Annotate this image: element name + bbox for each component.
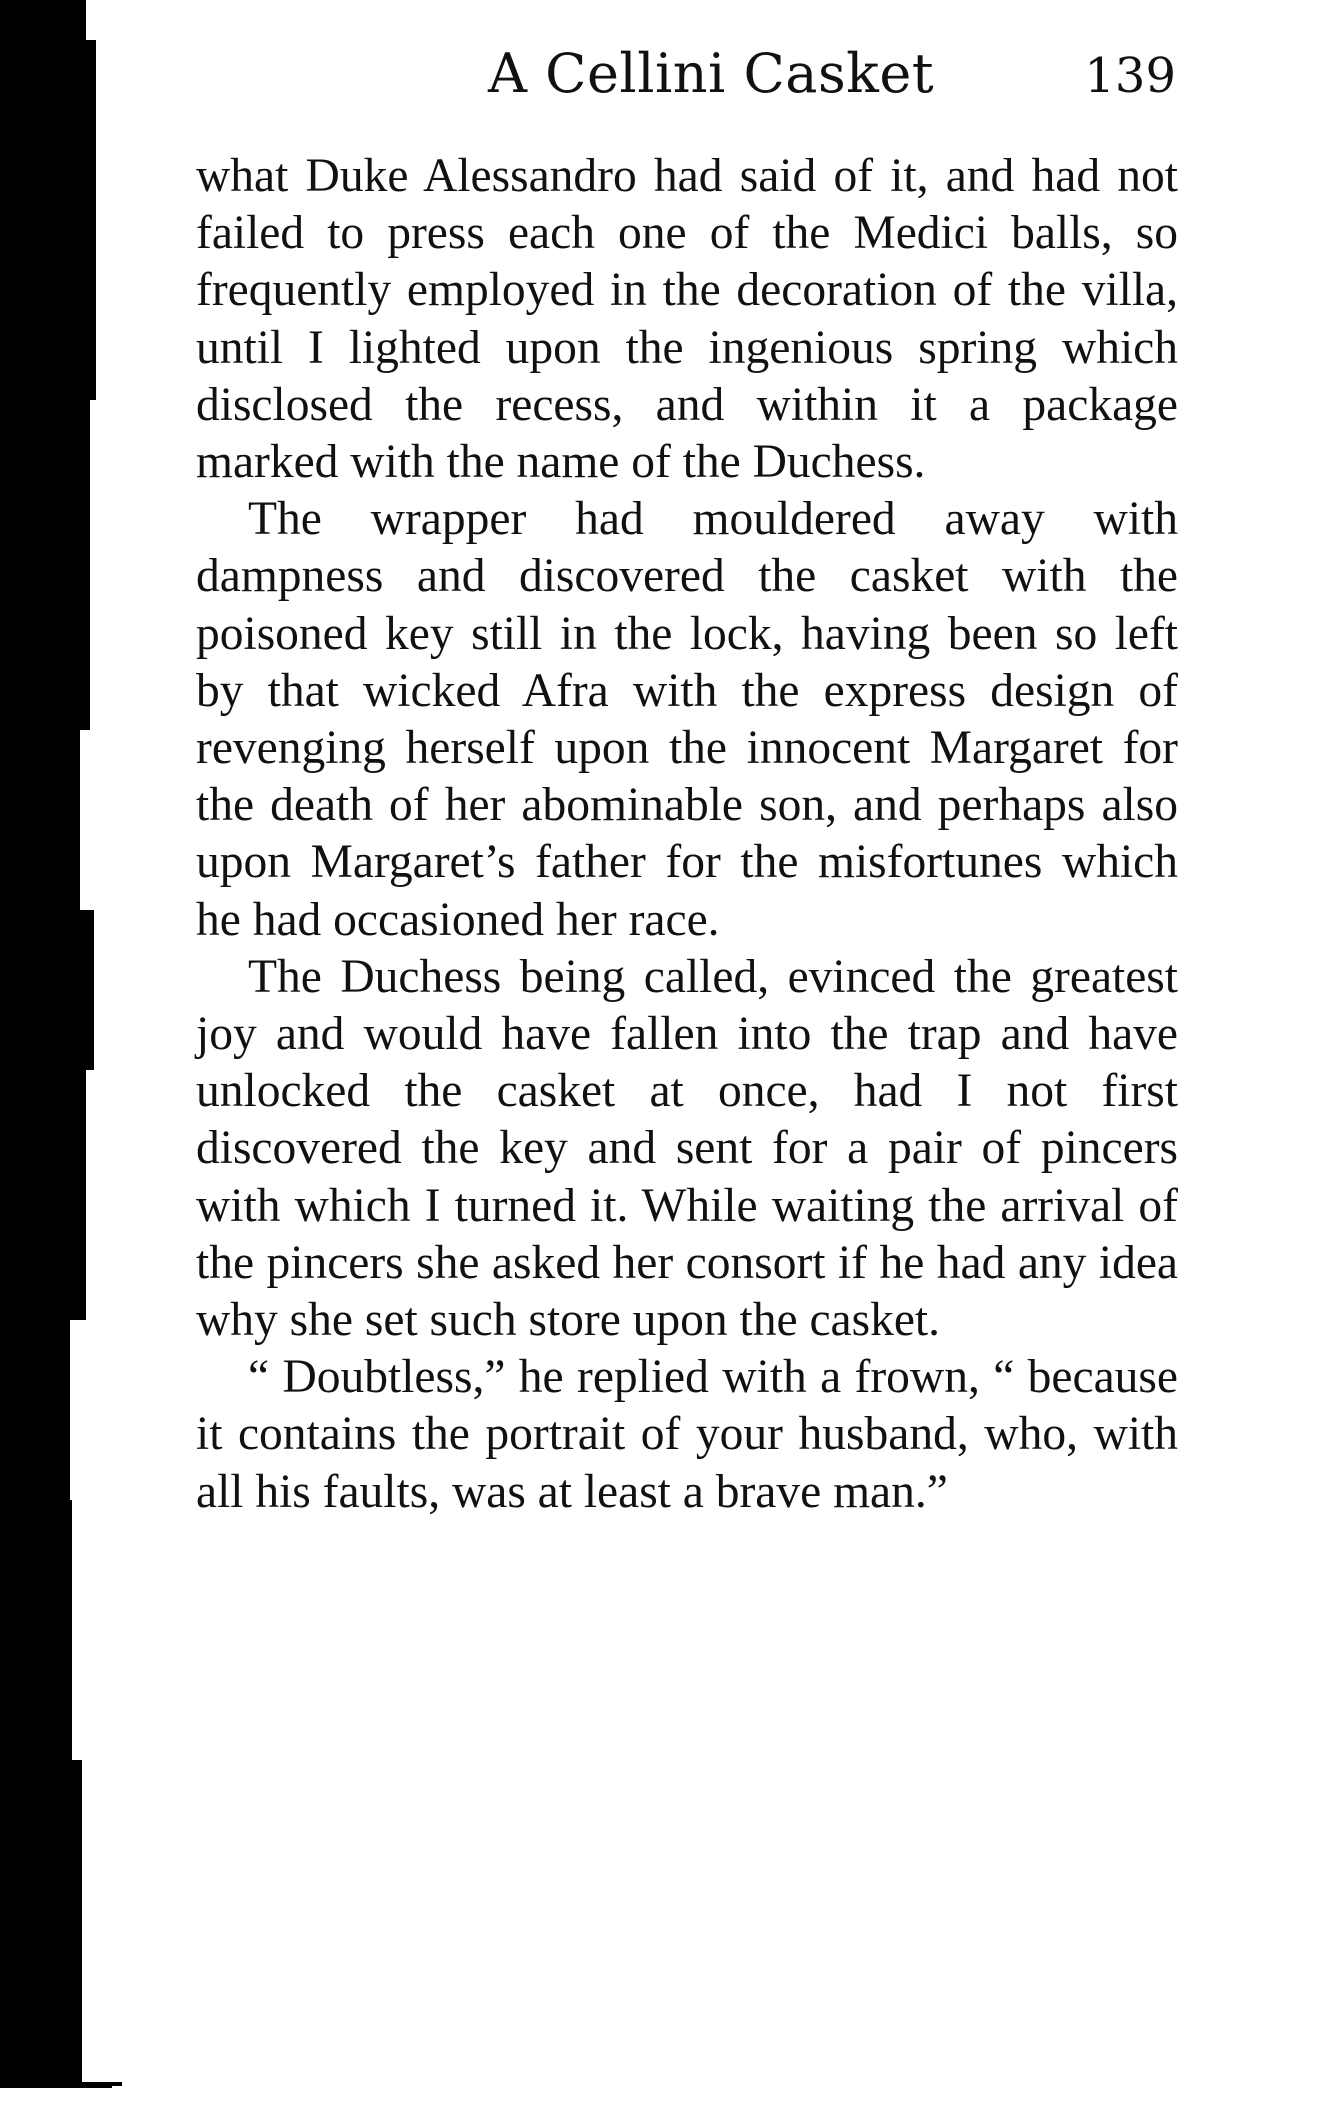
body-text — [196, 148, 1178, 1521]
page-number: 139 — [1084, 48, 1176, 104]
running-title: A Cellini Casket — [488, 42, 935, 105]
paragraph-4: “ Doubtless,” he replied with a frown, “ because it contains the portrait of your husband, who, with all his faults, was at least a brave man.” — [196, 1351, 1178, 1518]
paragraph-3: The Duchess being called, evinced the greatest joy and would have fallen into the trap and have unlocked the casket at once, had I not first discovered the key and sent for a pair of pincers with which I turned it. While waiting the arrival of the pincers she asked her consort if he had any idea why she set such store upon the casket. — [196, 950, 1178, 1347]
scan-bottom-rule — [0, 2082, 122, 2086]
scan-edge-shadow — [0, 0, 112, 2088]
paragraph-2: The wrapper had mouldered away with dampness and discovered the casket with the poisoned key still in the lock, having been so left by that wicked Afra with the express design of revenging herself upon the innocent Margaret for the death of her abominable son, and perhaps also upon Margaret’s father for the misfortunes which he had occasioned her race. — [196, 493, 1178, 946]
page-header — [196, 42, 1178, 122]
paragraph-1: what Duke Alessandro had said of it, and had not failed to press each one of the Medici balls, so frequently employed in the decoration of the villa, until I lighted upon the ingenious spring which disclosed the recess, and within it a package marked with the name of the Duchess. — [196, 150, 1178, 489]
